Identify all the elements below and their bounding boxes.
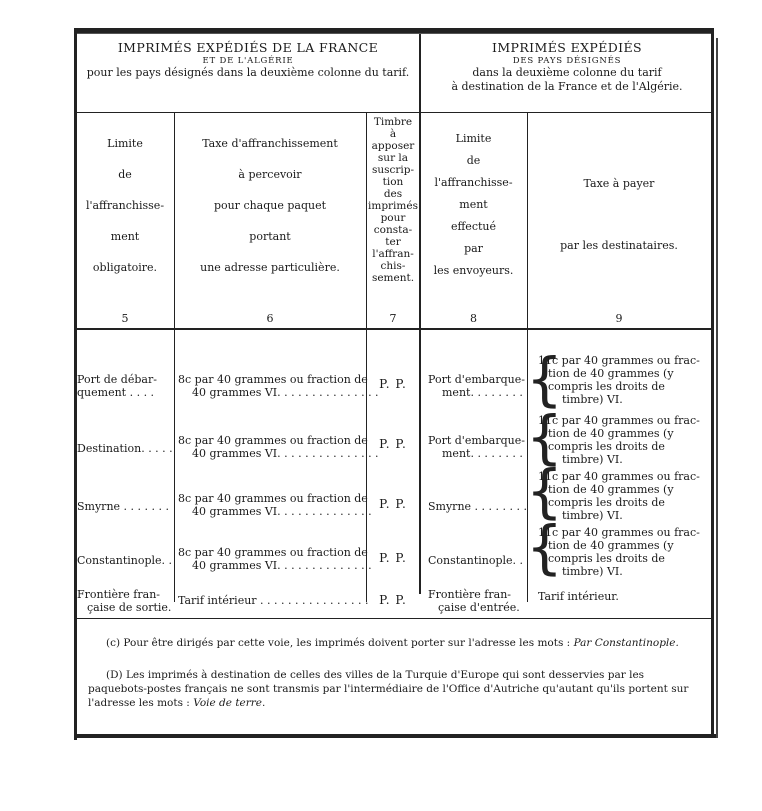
header-left-subtitle: ET DE L'ALGÉRIE: [202, 55, 294, 66]
header-left-line: pour les pays désignés dans la deuxième colonne du tarif.: [86, 66, 410, 80]
col7-line: tion: [382, 176, 404, 188]
frame-top-border: [74, 28, 714, 34]
row5-limite-env-line: Frontière fran-: [428, 588, 511, 601]
col6-line: une adresse particulière.: [200, 261, 340, 274]
row2-taxe-line: 40 grammes VI. . . . . . . . . . . . . . .: [192, 447, 379, 460]
col5-line: ment: [110, 230, 140, 243]
col9-line: par les destinataires.: [560, 239, 678, 252]
col7-line: des: [383, 188, 403, 200]
row2-limite-env-line: Port d'embarque-: [428, 434, 525, 447]
row3-dest-line: 11c par 40 grammes ou frac-: [538, 470, 700, 483]
col9-number: 9: [615, 312, 623, 325]
frame-right-shadow: [716, 38, 718, 738]
header-left: [78, 40, 418, 80]
row5-limite: çaise de sortie.: [87, 601, 172, 614]
col7-number: 7: [389, 312, 397, 325]
row4-brace-icon: {: [526, 513, 563, 581]
col7-line: consta-: [373, 224, 413, 236]
row1-limite: Port de débar-: [77, 373, 157, 386]
row3-taxe-line: 8c par 40 grammes ou fraction de: [178, 492, 368, 505]
header-right: [424, 40, 710, 94]
col8-line: l'affranchisse-: [434, 176, 513, 189]
row3-limite-env-line: Smyrne . . . . . . . .: [428, 500, 527, 513]
row5-dest-line: Tarif intérieur.: [538, 590, 619, 603]
row4-taxe: [178, 546, 372, 572]
column-header-rule: [77, 328, 711, 330]
row2-dest-line: timbre) VI.: [562, 453, 623, 466]
row3-timbre: P. P.: [379, 497, 407, 511]
row1-limite-env: [428, 373, 525, 399]
table-row: [77, 588, 171, 614]
header-right-line2: à destination de la France et de l'Algérie.: [451, 80, 683, 93]
col8-line: par: [464, 242, 483, 255]
col8-line: effectué: [450, 220, 496, 233]
row2-limite-env: [428, 434, 525, 460]
row5-limite: Frontière fran-: [77, 588, 160, 601]
row1-taxe-dest: [538, 354, 700, 406]
col8-line: ment: [459, 198, 488, 211]
row3-taxe-line: 40 grammes VI. . . . . . . . . . . . . .: [192, 505, 372, 518]
row2-dest-line: tion de 40 grammes (y: [548, 427, 674, 440]
tariff-page: [74, 28, 720, 750]
row4-taxe-line: 8c par 40 grammes ou fraction de: [178, 546, 368, 559]
row5-limite-env: [428, 588, 520, 614]
row4-dest-line: compris les droits de: [548, 552, 665, 565]
row1-taxe-line: 8c par 40 grammes ou fraction de: [178, 373, 368, 386]
row1-timbre: P. P.: [379, 377, 407, 391]
row2-limite: Destination. . . . .: [77, 442, 173, 455]
row2-dest-line: compris les droits de: [548, 440, 665, 453]
col5-line: de: [118, 168, 132, 181]
col8-line: Limite: [455, 132, 492, 145]
row5-taxe-dest: [538, 590, 619, 603]
col9-line: Taxe à payer: [583, 177, 655, 190]
row3-taxe: [178, 492, 372, 518]
row3-limite-env: [428, 500, 527, 513]
row4-dest-line: 11c par 40 grammes ou frac-: [538, 526, 700, 539]
col7-line: sement.: [371, 272, 415, 284]
row4-timbre: P. P.: [379, 551, 407, 565]
row1-limite: quement . . . .: [77, 386, 155, 399]
col5-number: 5: [121, 312, 129, 325]
row4-taxe-line: 40 grammes VI. . . . . . . . . . . . . .: [192, 559, 372, 572]
col8-line: les envoyeurs.: [433, 264, 514, 277]
footnote-d: [88, 668, 704, 710]
table-row: [77, 442, 173, 455]
row2-brace-icon: {: [526, 403, 563, 471]
row4-dest-line: tion de 40 grammes (y: [548, 539, 674, 552]
row2-taxe: [178, 434, 379, 460]
header-right-line1: dans la deuxième colonne du tarif: [472, 66, 662, 80]
col8-header: [421, 128, 526, 282]
col5-line: l'affranchisse-: [85, 199, 165, 212]
table-row: [77, 554, 172, 567]
row1-limite-env-line: Port d'embarque-: [428, 373, 525, 386]
col6-number: 6: [266, 312, 274, 325]
footnote-c-text: (c) Pour être dirigés par cette voie, les imprimés doivent porter sur l'adresse les mots :: [106, 637, 571, 649]
footnote-d-italic: Voie de terre.: [193, 697, 266, 709]
row1-taxe: [178, 373, 379, 399]
col6-line: pour chaque paquet: [213, 199, 327, 212]
row1-dest-line: tion de 40 grammes (y: [548, 367, 674, 380]
row2-limite-env-line: ment. . . . . . . .: [442, 447, 523, 460]
col7-line: imprimés: [368, 200, 418, 212]
row4-limite-env-line: Constantinople. .: [428, 554, 524, 567]
col7-line: chis-: [380, 260, 406, 272]
row2-taxe-line: 8c par 40 grammes ou fraction de: [178, 434, 368, 447]
col8-number: 8: [470, 312, 477, 325]
row1-limite-env-line: ment. . . . . . . .: [442, 386, 523, 399]
row3-limite: Smyrne . . . . . . .: [77, 500, 169, 513]
row1-dest-line: timbre) VI.: [562, 393, 623, 406]
row4-taxe-dest: [538, 526, 700, 578]
footnote-c: [88, 636, 704, 650]
row1-dest-line: compris les droits de: [548, 380, 665, 393]
col7-line: pour: [380, 212, 406, 224]
col5-line: obligatoire.: [92, 261, 158, 274]
footnote-c-italic: Par Constantinople.: [573, 637, 679, 649]
header-right-subtitle: DES PAYS DÉSIGNÉS: [512, 55, 622, 66]
col7-line: l'affran-: [372, 248, 414, 260]
row3-dest-line: tion de 40 grammes (y: [548, 483, 674, 496]
row4-dest-line: timbre) VI.: [562, 565, 623, 578]
row5-taxe-line: Tarif intérieur . . . . . . . . . . . . . . . .: [178, 594, 369, 607]
col7-header: [367, 116, 419, 284]
col7-line: ter: [385, 236, 401, 248]
row1-brace-icon: {: [526, 345, 563, 413]
row5-limite-env-line: çaise d'entrée.: [438, 601, 520, 614]
col5-line: Limite: [107, 137, 143, 150]
col6-header: [175, 128, 365, 283]
row3-dest-line: timbre) VI.: [562, 509, 623, 522]
col7-line: apposer: [371, 140, 415, 152]
col6-line: portant: [249, 230, 291, 243]
col8-line: de: [466, 154, 481, 167]
row1-taxe-line: 40 grammes VI. . . . . . . . . . . . . . .: [192, 386, 379, 399]
header-right-title: IMPRIMÉS EXPÉDIÉS: [492, 40, 642, 55]
row5-timbre: P. P.: [379, 593, 407, 607]
row4-limite-env: [428, 554, 523, 567]
col7-line: suscrip-: [371, 164, 415, 176]
header-bottom-rule: [77, 112, 711, 113]
row4-limite: Constantinople. .: [77, 554, 173, 567]
col9-header: [528, 168, 710, 261]
row1-dest-line: 11c par 40 grammes ou frac-: [538, 354, 700, 367]
header-left-title: IMPRIMÉS EXPÉDIÉS DE LA FRANCE: [117, 40, 379, 55]
row2-timbre: P. P.: [379, 437, 407, 451]
table-row: [77, 373, 157, 399]
col7-line: Timbre: [373, 116, 413, 128]
frame-right-border: [711, 28, 714, 736]
row5-taxe: [178, 594, 368, 607]
col5-header: [77, 128, 173, 283]
col6-line: Taxe d'affranchissement: [202, 137, 338, 150]
row3-dest-line: compris les droits de: [548, 496, 665, 509]
table-bottom-rule: [77, 618, 711, 619]
col6-line: à percevoir: [238, 168, 302, 181]
frame-bottom-border: [74, 734, 716, 738]
table-row: [77, 500, 169, 513]
col7-line: sur la: [377, 152, 409, 164]
footnote-d-text: (D) Les imprimés à destination de celles des villes de la Turquie d'Europe qui sont desservies par les paquebots-postes français ne sont transmis par l'intermédiaire de l'Office d'Autriche qu'autant qu'ils portent sur l'adresse les mots :: [88, 669, 689, 709]
col7-line: à: [389, 128, 397, 140]
row3-brace-icon: {: [526, 457, 563, 525]
row2-dest-line: 11c par 40 grammes ou frac-: [538, 414, 700, 427]
